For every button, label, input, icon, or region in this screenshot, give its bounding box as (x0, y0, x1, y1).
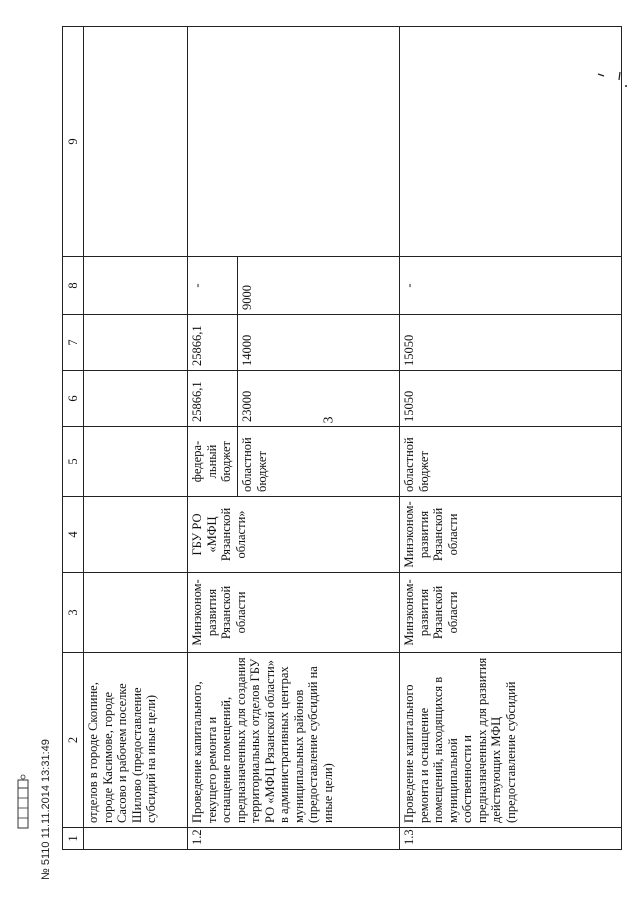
row-number: 1.3 (400, 828, 622, 850)
scan-specks (590, 66, 630, 96)
col-header: 9 (63, 27, 84, 257)
amount-year-1: 25866,1 (188, 315, 238, 371)
notes (188, 27, 400, 257)
amount-total: 15050 (400, 371, 622, 427)
responsible: Минэконом-развития Рязанской области (400, 573, 622, 653)
notes (84, 27, 188, 257)
amount-year-1: 15050 (400, 315, 622, 371)
responsible (84, 573, 188, 653)
table-row (188, 27, 238, 850)
amount-year-2: - (400, 257, 622, 315)
funding-source: областной бюджет (400, 427, 622, 497)
program-table-page (62, 25, 622, 850)
table-row (400, 27, 622, 850)
funding-source (84, 427, 188, 497)
col-header: 5 (63, 427, 84, 497)
measure-description: Проведение капитального, текущего ремонта и оснащение помещений, предназначенных для создания территориальных отделов ГБУ РО «МФЦ Рязанской области» в административных центрах муниципальных районов (предоставление субсидий на иные цели) (188, 653, 400, 828)
col-header: 1 (63, 828, 84, 850)
table-row (84, 27, 188, 850)
amount-year-2 (84, 257, 188, 315)
responsible: Минэконом-развития Рязанской области (188, 573, 400, 653)
row-number (84, 828, 188, 850)
notes (400, 27, 622, 257)
amount-year-2: 9000 (238, 257, 400, 315)
executor: Минэконом-развития Рязанской области (400, 497, 622, 573)
registration-footer: № 5110 11.11.2014 13:31:49 (40, 739, 52, 880)
col-header: 3 (63, 573, 84, 653)
col-header: 4 (63, 497, 84, 573)
registration-stamp-icon (14, 774, 32, 834)
amount-year-1 (84, 315, 188, 371)
col-header: 8 (63, 257, 84, 315)
executor: ГБУ РО «МФЦ Рязанской области» (188, 497, 400, 573)
col-header: 6 (63, 371, 84, 427)
funding-source: федера-льный бюджет (188, 427, 238, 497)
funding-source: областной бюджет (238, 427, 400, 497)
measure-description: Проведение капитального ремонта и оснащение помещений, находящихся в муниципальной собственности и предназначенных для развития действующих МФЦ (предоставление субсидий (400, 653, 622, 828)
col-header: 2 (63, 653, 84, 828)
col-header: 7 (63, 315, 84, 371)
executor (84, 497, 188, 573)
amount-total: 25866,1 (188, 371, 238, 427)
page-number: 3 (321, 416, 337, 424)
amount-year-1: 14000 (238, 315, 400, 371)
measure-description: отделов в городе Скопине, городе Касимове, городе Сасово и рабочем поселке Шилово (предоставление субсидий на иные цели) (84, 653, 188, 828)
amount-total (84, 371, 188, 427)
amount-total: 23000 (238, 371, 400, 427)
amount-year-2: - (188, 257, 238, 315)
row-number: 1.2 (188, 828, 400, 850)
table-header-row (63, 27, 84, 850)
program-table (62, 26, 622, 850)
